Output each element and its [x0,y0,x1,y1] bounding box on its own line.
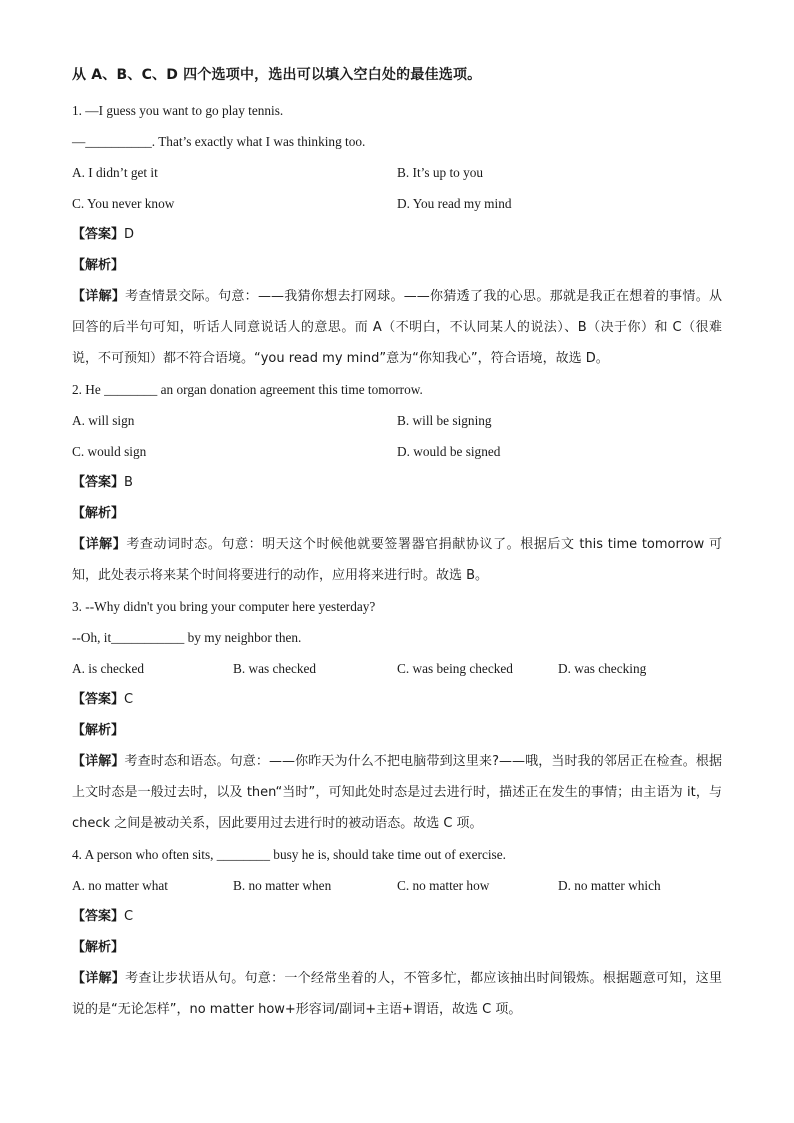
question-2-detail [72,529,722,591]
option-d: D. no matter which [558,878,661,893]
option-a: A. will sign [72,413,135,428]
question-3 [72,591,722,839]
question-1 [72,95,722,374]
analysis-tag: 【解析】 [72,258,125,273]
option-c: C. would sign [72,444,147,459]
question-3-detail [72,746,722,839]
question-1-analysis-tag [72,250,722,281]
option-b: B. will be signing [397,413,492,428]
answer-value: C [124,692,134,707]
question-4-answer [72,901,722,932]
option-b: B. It’s up to you [397,165,484,180]
answer-tag: 【答案】 [72,909,125,924]
option-a: A. is checked [72,661,144,676]
detail-tag: 【详解】 [72,971,126,986]
answer-value: D [124,227,135,242]
question-4-detail [72,963,722,1025]
question-2-analysis-tag [72,498,722,529]
question-2-options-row-2 [72,436,722,467]
question-4-stem-line-1: 4. A person who often sits, ________ busy he is, should take time out of exercise. [72,847,506,862]
question-1-stem-line-1: 1. —I guess you want to go play tennis. [72,103,284,118]
answer-tag: 【答案】 [72,692,125,707]
option-c: C. You never know [72,196,175,211]
option-a: A. I didn’t get it [72,165,158,180]
option-a: A. no matter what [72,878,169,893]
option-b: B. was checked [233,661,317,676]
question-3-analysis-tag [72,715,722,746]
question-2-answer [72,467,722,498]
document-page [72,64,722,1025]
analysis-tag: 【解析】 [72,940,125,955]
question-4-analysis-tag [72,932,722,963]
detail-text: 考查让步状语从句。句意：一个经常坐着的人，不管多忙，都应该抽出时间锻炼。根据题意可知，这里说的是“无论怎样”，no matter how+形容词/副词+主语+谓语，故选 C 项。 [72,971,722,1017]
question-4 [72,839,722,1025]
detail-text: 考查动词时态。句意：明天这个时候他就要签署器官捐献协议了。根据后文 this time tomorrow 可知，此处表示将来某个时间将要进行的动作，应用将来进行时。故选 B。 [72,537,722,583]
question-3-options [72,653,722,684]
detail-tag: 【详解】 [72,289,126,304]
question-3-stem-line-1: 3. --Why didn't you bring your computer here yesterday? [72,599,376,614]
question-1-detail [72,281,722,374]
answer-value: C [124,909,134,924]
question-2-stem-line-1: 2. He ________ an organ donation agreement this time tomorrow. [72,382,423,397]
analysis-tag: 【解析】 [72,723,125,738]
option-c: C. no matter how [397,878,490,893]
option-c: C. was being checked [397,661,513,676]
question-1-options [72,157,722,188]
question-3-answer [72,684,722,715]
analysis-tag: 【解析】 [72,506,125,521]
question-2 [72,374,722,591]
detail-text: 考查情景交际。句意：——我猜你想去打网球。——你猜透了我的心思。那就是我正在想着的事情。从回答的后半句可知，听话人同意说话人的意思。而 A（不明白，不认同某人的说法）、B（决于你）和 C（很难说，不可预知）都不符合语境。“you read my mind”意为“你知我心”，符合语境，故选 D。 [72,289,722,366]
detail-text: 考查时态和语态。句意：——你昨天为什么不把电脑带到这里来?——哦，当时我的邻居正在检查。根据上文时态是一般过去时，以及 then“当时”，可知此处时态是过去进行时，描述正在发生的事情；由主语为 it，与 check 之间是被动关系，因此要用过去进行时的被动语态。故选 C 项。 [72,754,722,831]
question-3-stem-line-2: --Oh, it___________ by my neighbor then. [72,630,302,645]
option-d: D. was checking [558,661,647,676]
answer-value: B [124,475,133,490]
answer-tag: 【答案】 [72,227,125,242]
question-2-options [72,405,722,436]
section-heading: 从 A、B、C、D 四个选项中，选出可以填入空白处的最佳选项。 [72,67,482,83]
option-d: D. You read my mind [397,196,512,211]
question-1-stem-line-2: —__________. That’s exactly what I was thinking too. [72,134,366,149]
option-d: D. would be signed [397,444,501,459]
detail-tag: 【详解】 [72,537,127,552]
detail-tag: 【详解】 [72,754,125,769]
question-1-answer [72,219,722,250]
option-b: B. no matter when [233,878,332,893]
question-1-options-row-2 [72,188,722,219]
answer-tag: 【答案】 [72,475,125,490]
question-4-options [72,870,722,901]
